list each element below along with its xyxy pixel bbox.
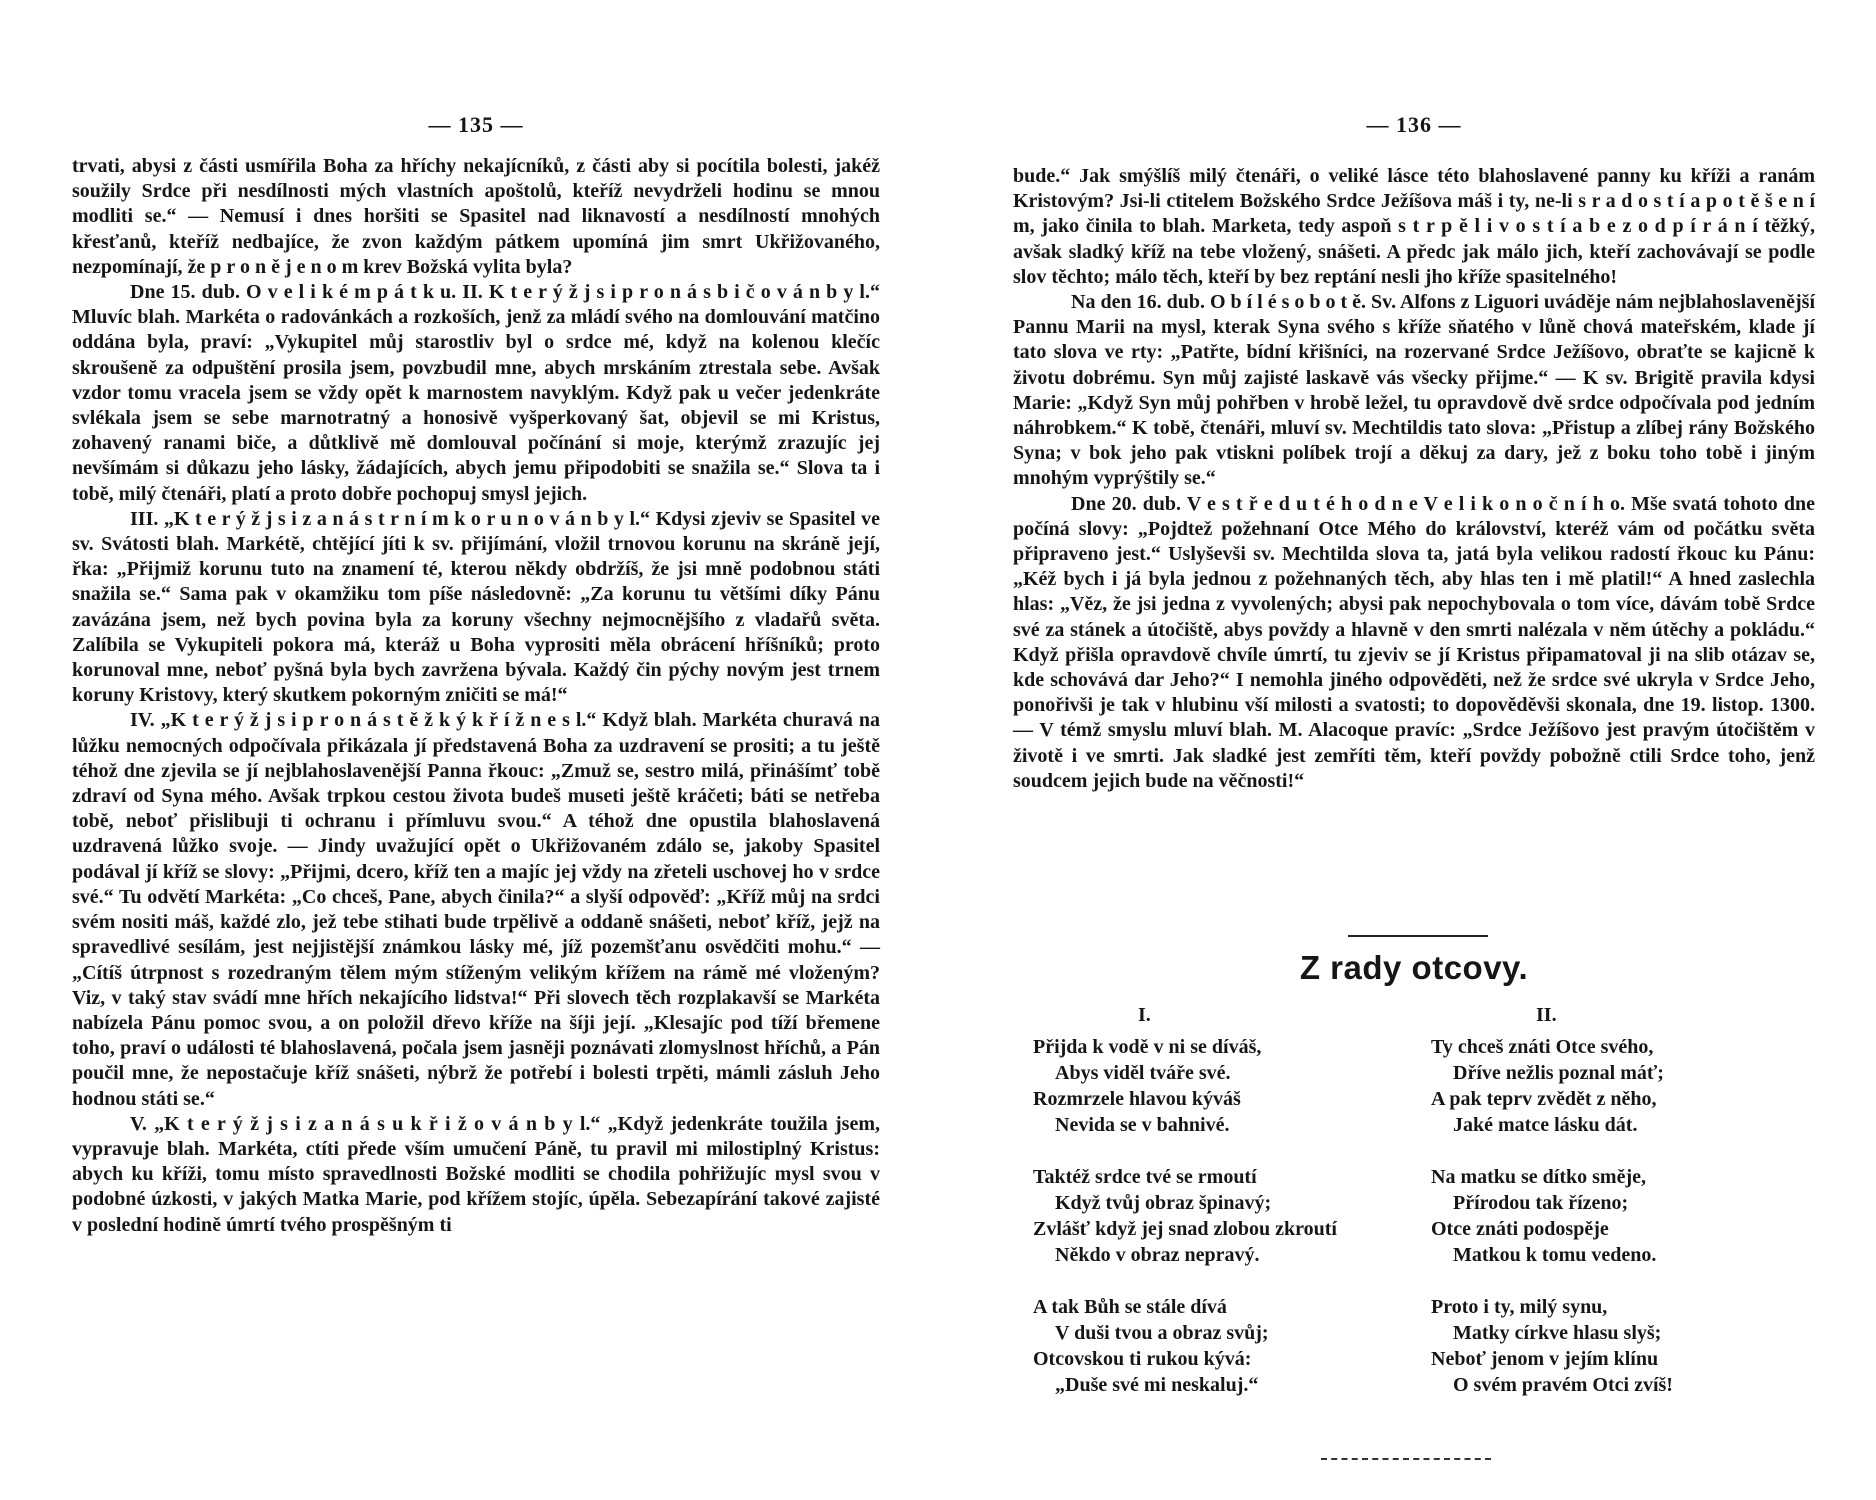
verse-line: Neboť jenom v jejím klínu [1431, 1348, 1659, 1371]
verse-line: Nevida se v bahnivé. [1055, 1114, 1230, 1137]
paragraph: V. „K t e r ý ž j s i z a n á s u k ř i ž o v á n b y l.“ „Když jedenkráte toužila jsem, vypravuje blah. Markéta, ctíti přede vším umučení Páně, tu pravil mi milostiplný Kristus: abych ku kříži, tomu místo spravedlnosti Božské modliti se chodila pohřižujíc mysl svou v podobné úzkosti, v jakých Matka Marie, pod křížem stojíc, úpěla. Sebezapírání takové zajisté v poslední hodině úmrtí tvého prospěšným ti [72, 1112, 880, 1236]
stanza [1033, 1294, 1353, 1398]
verse-line: Přijda k vodě v ni se díváš, [1033, 1036, 1262, 1059]
verse-line: Někdo v obraz nepravý. [1055, 1244, 1260, 1267]
right-page [1013, 0, 1815, 1500]
poem-numeral: I. [1138, 1004, 1151, 1026]
left-page [72, 0, 880, 1500]
stanza [1033, 1034, 1353, 1138]
verse-line: Dříve nežlis poznal máť; [1453, 1062, 1664, 1085]
stanza [1431, 1294, 1751, 1398]
paragraph: IV. „K t e r ý ž j s i p r o n á s t ě ž k ý k ř í ž n e s l.“ Když blah. Markéta churavá na lůžku nemocných odpočívala přikázala jí představená Boha za uzdravení se prositi; a tu ještě téhož dne zjevila se jí nejblahoslavenější Panna řkouc: „Zmuž se, sestro milá, přinášímť tobě zdraví od Syna mého. Avšak trpkou cestou života budeš museti ještě kráčeti; báti se netřeba tobě, neboť přislibuji ti ochranu i přímluvu svou.“ A téhož dne opustila blahoslavená uzdravená lůžko svoje. — Jindy uvažující opět o Ukřižovaném zdálo se, jakoby Spasitel podával jí kříž se slovy: „Přijmi, dcero, kříž ten a majíc jej vždy na zřeteli uschovej ho v srdce své.“ Tu odvětí Markéta: „Co chceš, Pane, abych činila?“ a slyší odpověď: „Kříž můj na srdci svém nositi máš, každé zlo, jež tebe stihati bude trpělivě a oddaně snášeti, neboť kříž, jejž na spravedlivé sesílám, jest nejjistější známkou lásky mé, jíž pozemšťanu osvědčiti mohu.“ — „Cítíš útrpnost s rozedraným tělem mým stíženým velikým křížem na rámě mé vloženým? Viz, v taký stav svádí mne hřích nekajícího lidstva!“ Při slovech těch rozplakavší se Markéta nabízela Pánu pomoc svou, a on položil dřevo kříže na šíji její. „Klesajíc pod tíží břemene toho, praví o události té blahoslavená, počala jsem jasněji poznávati zlomyslnost hříchů, a Pán poučil mne, že nepostačuje kříž snášeti, nýbrž že potřebí i bolesti trpěti, mámli zásluh Jeho hodnou státi se.“ [72, 709, 880, 1110]
paragraph: Na den 16. dub. O b í l é s o b o t ě. Sv. Alfons z Liguori uváděje nám nejblahoslavenější Pannu Marii na mysl, kterak Syna svého s kříže sňatého v lůně chová mateřském, klade jí tato slova ve rty: „Patřte, bídní křišníci, na rozervané Srdce Ježíšovo, obraťte se kajicně k životu dobrému. Syn můj zajisté laskavě vás všecky přijme.“ — K sv. Brigitě pravila kdysi Marie: „Když Syn můj pohřben v hrobě ležel, tu opravdově dvě srdce odpočívala pod jedním náhrobkem.“ K tobě, čtenáři, mluví sv. Mechtildis tato slova: „Přistup a zlíbej rány Božského Syna; v bok jeho pak vtiskni políbek trojí a děkuj za dary, jež z boku toho tobě i jiným mnohým vyprýštily se.“ [1013, 291, 1815, 490]
paragraph: Dne 20. dub. V e s t ř e d u t é h o d n e V e l i k o n o č n í h o. Mše svatá tohoto dne počíná slovy: „Pojdtež požehnaní Otce Mého do království, kteréž vám od počátku světa připraveno jest.“ Uslyševši sv. Mechtilda slova ta, jatá byla velikou radostí řkouc ku Pánu: „Kéž bych i já byla jednou z požehnaných těch, aby hlas ten i mě platil!“ A hned zaslechla hlas: „Věz, že jsi jedna z vyvolených; abysi pak nepochybovala o tom více, dávám tobě Srdce své za stánek a útočiště, abys povždy a hlavně v den smrti nalézala v něm útěchy a pokládu.“ Když přišla opravdově chvíle úmrtí, tu zjeviv se jí Kristus připamatoval ji na slib otázav se, kde schovává dar Jeho?“ I nemohla jiného odpověděti, než že srdce své ukryla v Srdce Jeho, ponořivši je tak v hlubinu vší milosti a svatosti; to dopověděvši skonala, dne 19. listop. 1300. — V témž smyslu mluví blah. M. Alacoque pravíc: „Srdce Ježíšovo jest pravým útočištěm v životě i ve smrti. Jak sladké jest zemříti těm, kteří povždy pobožně ctili Srdce toho, jenž soudcem jejich bude na věčnosti!“ [1013, 492, 1815, 792]
verse-line: O svém pravém Otci zvíš! [1453, 1374, 1673, 1397]
stanza [1431, 1164, 1751, 1268]
verse-line: Na matku se dítko směje, [1431, 1166, 1646, 1189]
verse-line: Když tvůj obraz špinavý; [1055, 1192, 1272, 1215]
verse-line: Taktéž srdce tvé se rmoutí [1033, 1166, 1257, 1189]
poem-column-2 [1431, 1003, 1751, 1424]
verse-line: Jaké matce lásku dát. [1453, 1114, 1638, 1137]
verse-line: „Duše své mi neskaluj.“ [1055, 1374, 1259, 1397]
stanza [1431, 1034, 1751, 1138]
section-divider [1348, 935, 1488, 937]
verse-line: Matkou k tomu vedeno. [1453, 1244, 1657, 1267]
paragraph: III. „K t e r ý ž j s i z a n á s t r n í m k o r u n o v á n b y l.“ Kdysi zjeviv se Spasitel ve sv. Svátosti blah. Markétě, chtějící jíti k sv. přijímání, vložil trnovou korunu na skráně její, řka: „Přijmiž korunu tuto na znamení té, kterou někdy obdržíš, že jsi mně podobnou státi snažila se.“ Sama pak v okamžiku tom píše následovně: „Za korunu tu většími díky Pánu zavázána jsem, než bych povina byla za koruny všechny nejmocnějšího z vladařů světa. Zalíbila se Vykupiteli pokora má, kteráž u Boha vyprositi měla obrácení hříšníků; proto korunoval mne, neboť pyšná byla bych zavržena bývala. Každý čin pýchy novým jest trnem koruny Kristovy, který skutkem pokorným zničiti se má!“ [72, 507, 880, 707]
verse-line: Abys viděl tváře své. [1055, 1062, 1231, 1085]
stanza [1033, 1164, 1353, 1268]
page-number-right: — 136 — [1366, 112, 1462, 137]
verse-line: Zvlášť když jej snad zlobou zkroutí [1033, 1218, 1337, 1241]
verse-line: Rozmrzele hlavou kýváš [1033, 1088, 1241, 1111]
verse-line: Matky církve hlasu slyš; [1453, 1322, 1662, 1345]
paragraph: trvati, abysi z části usmířila Boha za hříchy nekajícníků, z části aby si pocítila bolesti, jakéž soužily Srdce při nesdílnosti mých vlastních apoštolů, kteříž nevydrželi hodinu se mnou modliti se.“ — Nemusí i dnes horšiti se Spasitel nad liknavostí a nesdílností mnohých křesťanů, kteříž nedbajíce, že zvon každým pátkem upomíná jim smrt Ukřižovaného, nezpomínají, že p r o n ě j e n o m krev Božská vylita byla? [72, 155, 880, 278]
paragraph: Dne 15. dub. O v e l i k é m p á t k u. II. K t e r ý ž j s i p r o n á s b i č o v á n b y l.“ Mluvíc blah. Markéta o radovánkách a rozkoších, jenž za mládí svého na domlouvání matčino oddána byla, praví: „Vykupitel můj starostliv byl o srdce mé, když na kolenou klečíc skroušeně za odpuštění prosila jsem, povzbudil mne, abych mrskáním ztrestala sebe. Avšak vzdor tomu vracela jsem se vždy opět k marnostem navyklým. Když pak u večer jedenkráte svlékala jsem se sebe marnotratný a honosivě vyšperkovaný šat, objevil se mi Kristus, zohavený ranami biče, a důtklivě mě domlouval počínání si moje, kterýmž zrazujíc jej nevšímám si důkazu jeho lásky, žádajících, abych jemu připodobiti se snažila se.“ Slova ta i tobě, milý čtenáři, platí a proto dobře pochopuj smysl jejich. [72, 281, 880, 505]
verse-line: Přírodou tak řízeno; [1453, 1192, 1629, 1215]
paragraph: bude.“ Jak smýšlíš milý čtenáři, o veliké lásce této blahoslavené panny ku kříži a ranám Kristovým? Jsi-li ctitelem Božského Srdce Ježíšova máš i ty, ne-li s r a d o s t í a p o t ě š e n í m, jako činila to blah. Marketa, tedy aspoň s t r p ě l i v o s t í a b e z o d p í r á n í těžký, avšak sladký kříž na tebe vložený, snášeti. A předc jak málo jich, kteří zachovávají se podle slov těchto; málo těch, kteří by bez reptání nesli jho kříže spasitelného! [1013, 165, 1815, 288]
poem-title: Z rady otcovy. [1299, 949, 1529, 986]
closing-divider [1321, 1458, 1491, 1460]
verse-line: Otce znáti podospěje [1431, 1218, 1609, 1241]
verse-line: A pak teprv zvědět z něho, [1431, 1088, 1657, 1111]
verse-line: Ty chceš znáti Otce svého, [1431, 1036, 1654, 1059]
verse-line: V duši tvou a obraz svůj; [1055, 1322, 1269, 1345]
poem-numeral: II. [1536, 1004, 1557, 1026]
verse-line: Otcovskou ti rukou kývá: [1033, 1348, 1252, 1371]
verse-line: Proto i ty, milý synu, [1431, 1296, 1608, 1319]
verse-line: A tak Bůh se stále dívá [1033, 1296, 1227, 1319]
left-page-body [72, 154, 880, 1238]
page-number-left: — 135 — [428, 112, 524, 137]
right-page-body [1013, 164, 1815, 794]
poem-column-1 [1033, 1003, 1353, 1424]
